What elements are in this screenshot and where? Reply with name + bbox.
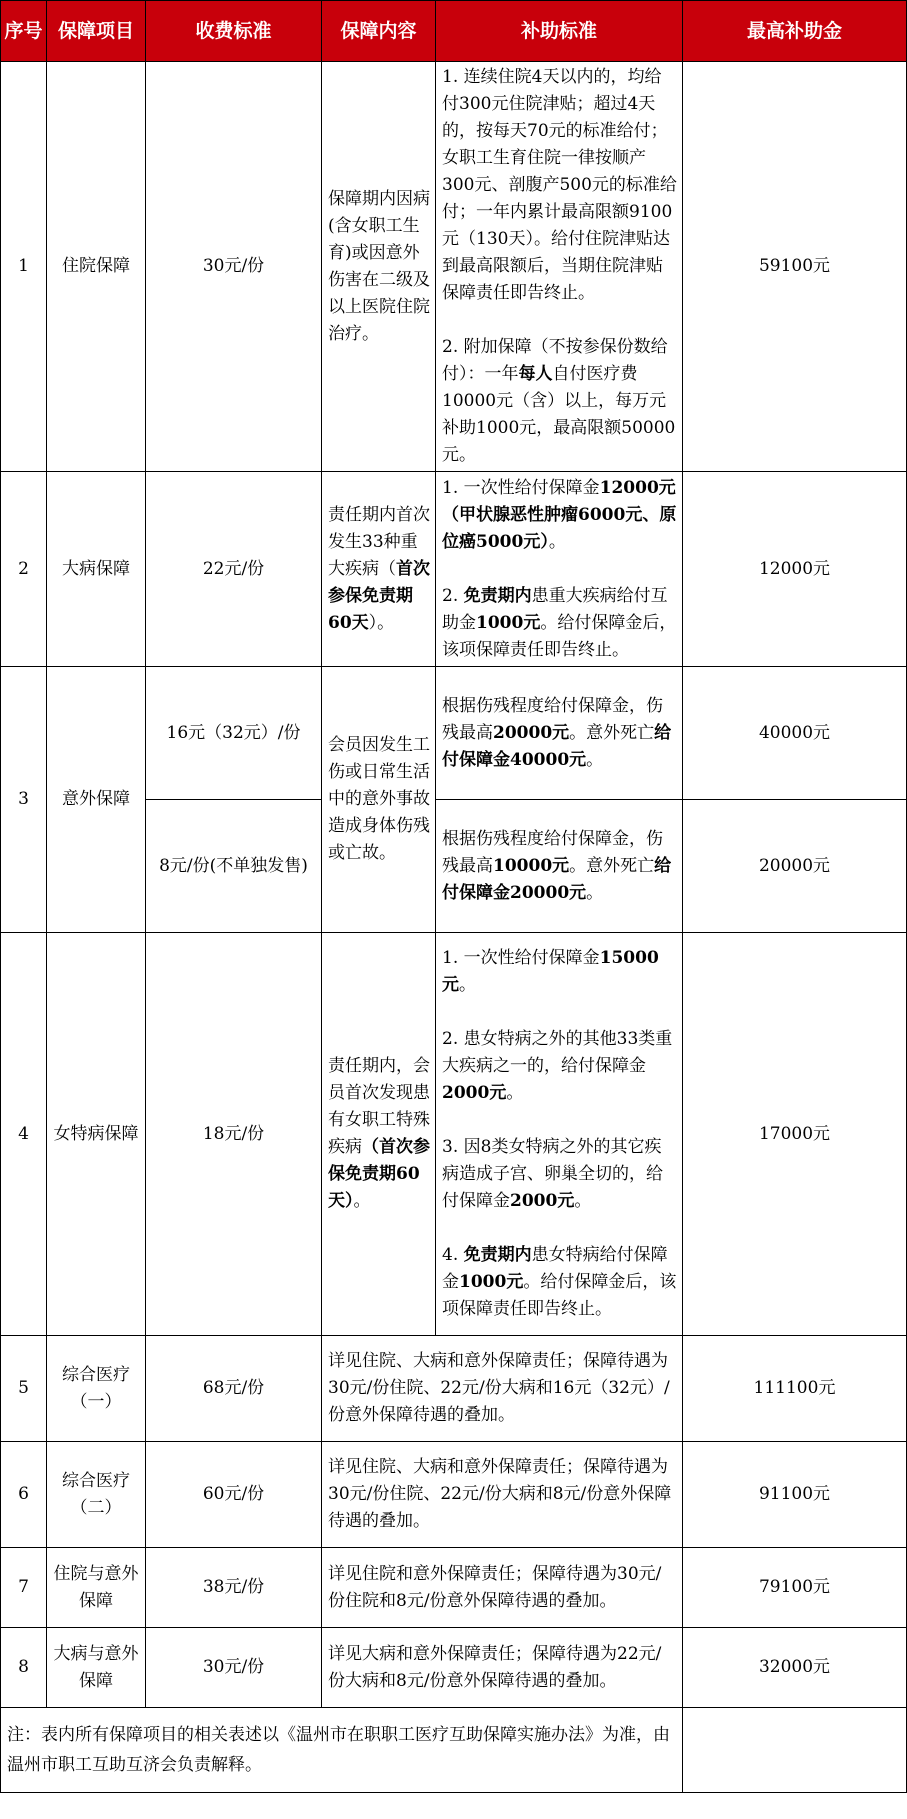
row-merged: 详见住院和意外保障责任；保障待遇为30元/份住院和8元/份意外保障待遇的叠加。: [322, 1548, 683, 1628]
standard-para: 1. 连续住院4天以内的，均给付300元住院津贴；超过4天的，按每天70元的标准给付；女职工生育住院一律按顺产300元、剖腹产500元的标准给付；一年内累计最高限额9100元（130天）。给付住院津贴达到最高限额后，当期住院津贴保障责任即告终止。: [442, 67, 677, 303]
row-no: 1: [1, 62, 47, 472]
row-content: 责任期内首次发生33种重大疾病（首次参保免责期60天）。: [322, 472, 436, 667]
row-no: 7: [1, 1548, 47, 1628]
row-content: 保障期内因病(含女职工生育)或因意外伤害在二级及以上医院住院治疗。: [322, 62, 436, 472]
header-row: [1, 1, 907, 62]
standard-para: 1. 一次性给付保障金15000元。: [442, 948, 659, 995]
row-fee: 30元/份: [146, 62, 322, 472]
row-max: 40000元: [683, 667, 907, 800]
header-item: 保障项目: [47, 1, 146, 62]
row-standard: [436, 62, 683, 472]
row-item: 意外保障: [47, 667, 146, 933]
row-fee: 68元/份: [146, 1336, 322, 1442]
row-content: 会员因发生工伤或日常生活中的意外事故造成身体伤残或亡故。: [322, 667, 436, 933]
row-max: 17000元: [683, 933, 907, 1336]
table-row: [1, 1628, 907, 1708]
row-max: 79100元: [683, 1548, 907, 1628]
standard-para: 2. 免责期内患重大疾病给付互助金1000元。给付保障金后，该项保障责任即告终止。: [442, 585, 677, 660]
row-no: 4: [1, 933, 47, 1336]
row-no: 6: [1, 1442, 47, 1548]
standard-para: 2. 患女特病之外的其他33类重大疾病之一的，给付保障金2000元。: [442, 1029, 673, 1103]
header-fee: 收费标准: [146, 1, 322, 62]
header-max: 最高补助金: [683, 1, 907, 62]
row-standard: [436, 933, 683, 1336]
row-fee: 38元/份: [146, 1548, 322, 1628]
row-fee: 8元/份(不单独发售): [146, 800, 322, 933]
row-fee: 18元/份: [146, 933, 322, 1336]
row-merged: 详见住院、大病和意外保障责任；保障待遇为30元/份住院、22元/份大病和8元/份意外保障待遇的叠加。: [322, 1442, 683, 1548]
row-item: 综合医疗（二）: [47, 1442, 146, 1548]
table-row: [1, 1336, 907, 1442]
row-merged: 详见大病和意外保障责任；保障待遇为22元/份大病和8元/份意外保障待遇的叠加。: [322, 1628, 683, 1708]
table-row: [1, 933, 907, 1336]
row-standard: 根据伤残程度给付保障金，伤残最高10000元。意外死亡给付保障金20000元。: [436, 800, 683, 933]
standard-para: 1. 一次性给付保障金12000元（甲状腺恶性肿瘤6000元、原位癌5000元）。: [442, 477, 677, 552]
table-row: [1, 1548, 907, 1628]
row-max: 91100元: [683, 1442, 907, 1548]
row-standard: [436, 472, 683, 667]
note-empty-cell: [683, 1708, 907, 1793]
table-row: [1, 667, 907, 800]
row-max: 20000元: [683, 800, 907, 933]
row-merged: 详见住院、大病和意外保障责任；保障待遇为30元/份住院、22元/份大病和16元（32元）/份意外保障待遇的叠加。: [322, 1336, 683, 1442]
row-item: 综合医疗（一）: [47, 1336, 146, 1442]
standard-para: 3. 因8类女特病之外的其它疾病造成子宫、卵巢全切的，给付保障金2000元。: [442, 1137, 663, 1211]
row-fee: 22元/份: [146, 472, 322, 667]
row-fee: 16元（32元）/份: [146, 667, 322, 800]
row-no: 5: [1, 1336, 47, 1442]
table-row: [1, 1442, 907, 1548]
row-content: 责任期内，会员首次发现患有女职工特殊疾病（首次参保免责期60天）。: [322, 933, 436, 1336]
row-no: 8: [1, 1628, 47, 1708]
row-item: 大病保障: [47, 472, 146, 667]
row-max: 111100元: [683, 1336, 907, 1442]
row-item: 住院与意外保障: [47, 1548, 146, 1628]
row-fee: 60元/份: [146, 1442, 322, 1548]
row-item: 女特病保障: [47, 933, 146, 1336]
row-item: 大病与意外保障: [47, 1628, 146, 1708]
header-standard: 补助标准: [436, 1, 683, 62]
footnote: 注：表内所有保障项目的相关表述以《温州市在职职工医疗互助保障实施办法》为准，由温州市职工互助互济会负责解释。: [1, 1708, 683, 1793]
standard-para: 4. 免责期内患女特病给付保障金1000元。给付保障金后，该项保障责任即告终止。: [442, 1245, 677, 1319]
header-content: 保障内容: [322, 1, 436, 62]
row-no: 3: [1, 667, 47, 933]
row-no: 2: [1, 472, 47, 667]
row-max: 12000元: [683, 472, 907, 667]
row-standard: 根据伤残程度给付保障金，伤残最高20000元。意外死亡给付保障金40000元。: [436, 667, 683, 800]
row-item: 住院保障: [47, 62, 146, 472]
note-row: [1, 1708, 907, 1793]
row-max: 32000元: [683, 1628, 907, 1708]
table-row: [1, 62, 907, 472]
row-fee: 30元/份: [146, 1628, 322, 1708]
row-max: 59100元: [683, 62, 907, 472]
header-no: 序号: [1, 1, 47, 62]
standard-para: 2. 附加保障（不按参保份数给付）：一年每人自付医疗费10000元（含）以上，每万元补助1000元，最高限额50000元。: [442, 337, 676, 465]
table-row: [1, 472, 907, 667]
